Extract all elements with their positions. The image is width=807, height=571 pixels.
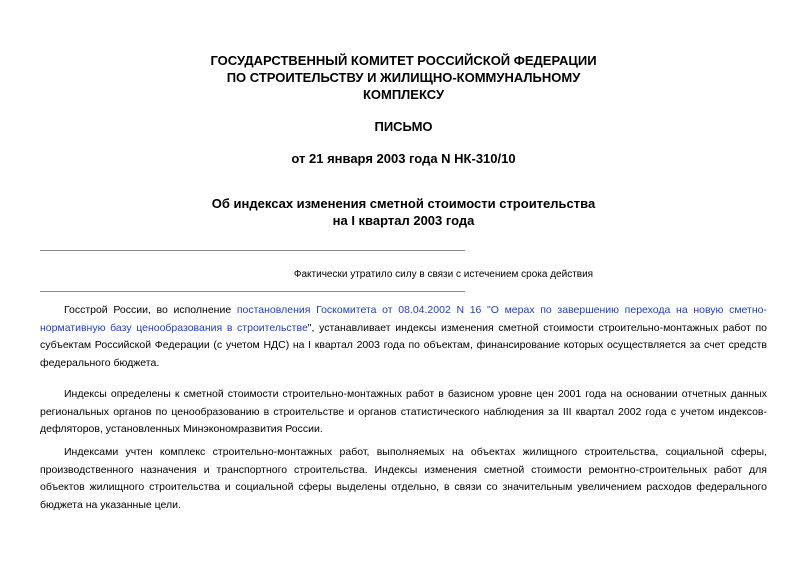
authority-line-2: ПО СТРОИТЕЛЬСТВУ И ЖИЛИЩНО-КОММУНАЛЬНОМУ <box>226 70 581 85</box>
paragraph-1-intro: Госстрой России, во исполнение <box>64 304 237 316</box>
authority-line-3: КОМПЛЕКСУ <box>362 87 445 102</box>
paragraph-1 <box>40 302 767 372</box>
paragraph-2: Индексы определены к сметной стоимости строительно-монтажных работ в базисном уровне цен 2001 года на основании отчетных данных региональных органов по ценообразованию в строительстве и органов статистического наблюдения за III квартал 2002 года с учетом индексов-дефляторов, установленных Минэкономразвития России. <box>40 388 767 435</box>
document-title <box>0 195 807 229</box>
document-type: ПИСЬМО <box>374 119 433 134</box>
document-title-line-2: на I квартал 2003 года <box>332 213 475 228</box>
paragraph-1-rest: ", устанавливает индексы изменения сметной стоимости строительно-монтажных работ по субъектам Российской Федерации (с учетом НДС) на I квартал 2003 года по объектам, финансирование которых осуществляется за счет средств федерального бюджета. <box>40 321 767 369</box>
divider-bottom <box>40 291 465 292</box>
resolution-link[interactable]: постановления Госкомитета от 08.04.2002 N 16 "О мерах по завершению перехода на новую сметно-нормативную базу ценообразования в строительстве <box>40 304 767 334</box>
issuing-authority <box>0 52 807 103</box>
document-title-line-1: Об индексах изменения сметной стоимости строительства <box>211 196 596 211</box>
authority-line-1: ГОСУДАРСТВЕННЫЙ КОМИТЕТ РОССИЙСКОЙ ФЕДЕРАЦИИ <box>210 53 597 68</box>
status-note: Фактически утратило силу в связи с истечением срока действия <box>293 269 594 280</box>
paragraph-3: Индексами учтен комплекс строительно-монтажных работ, выполняемых на объектах жилищного строительства, социальной сферы, производственного назначения и транспортного строительства. Индексы изменения сметной стоимости ремонтно-строительных работ для объектов жилищного строительства и социальной сферы выделены отдельно, в связи со значительным увеличением расходов федерального бюджета на указанные цели. <box>40 446 767 511</box>
document-date-number: от 21 января 2003 года N НК-310/10 <box>291 151 516 166</box>
divider-top <box>40 250 465 251</box>
